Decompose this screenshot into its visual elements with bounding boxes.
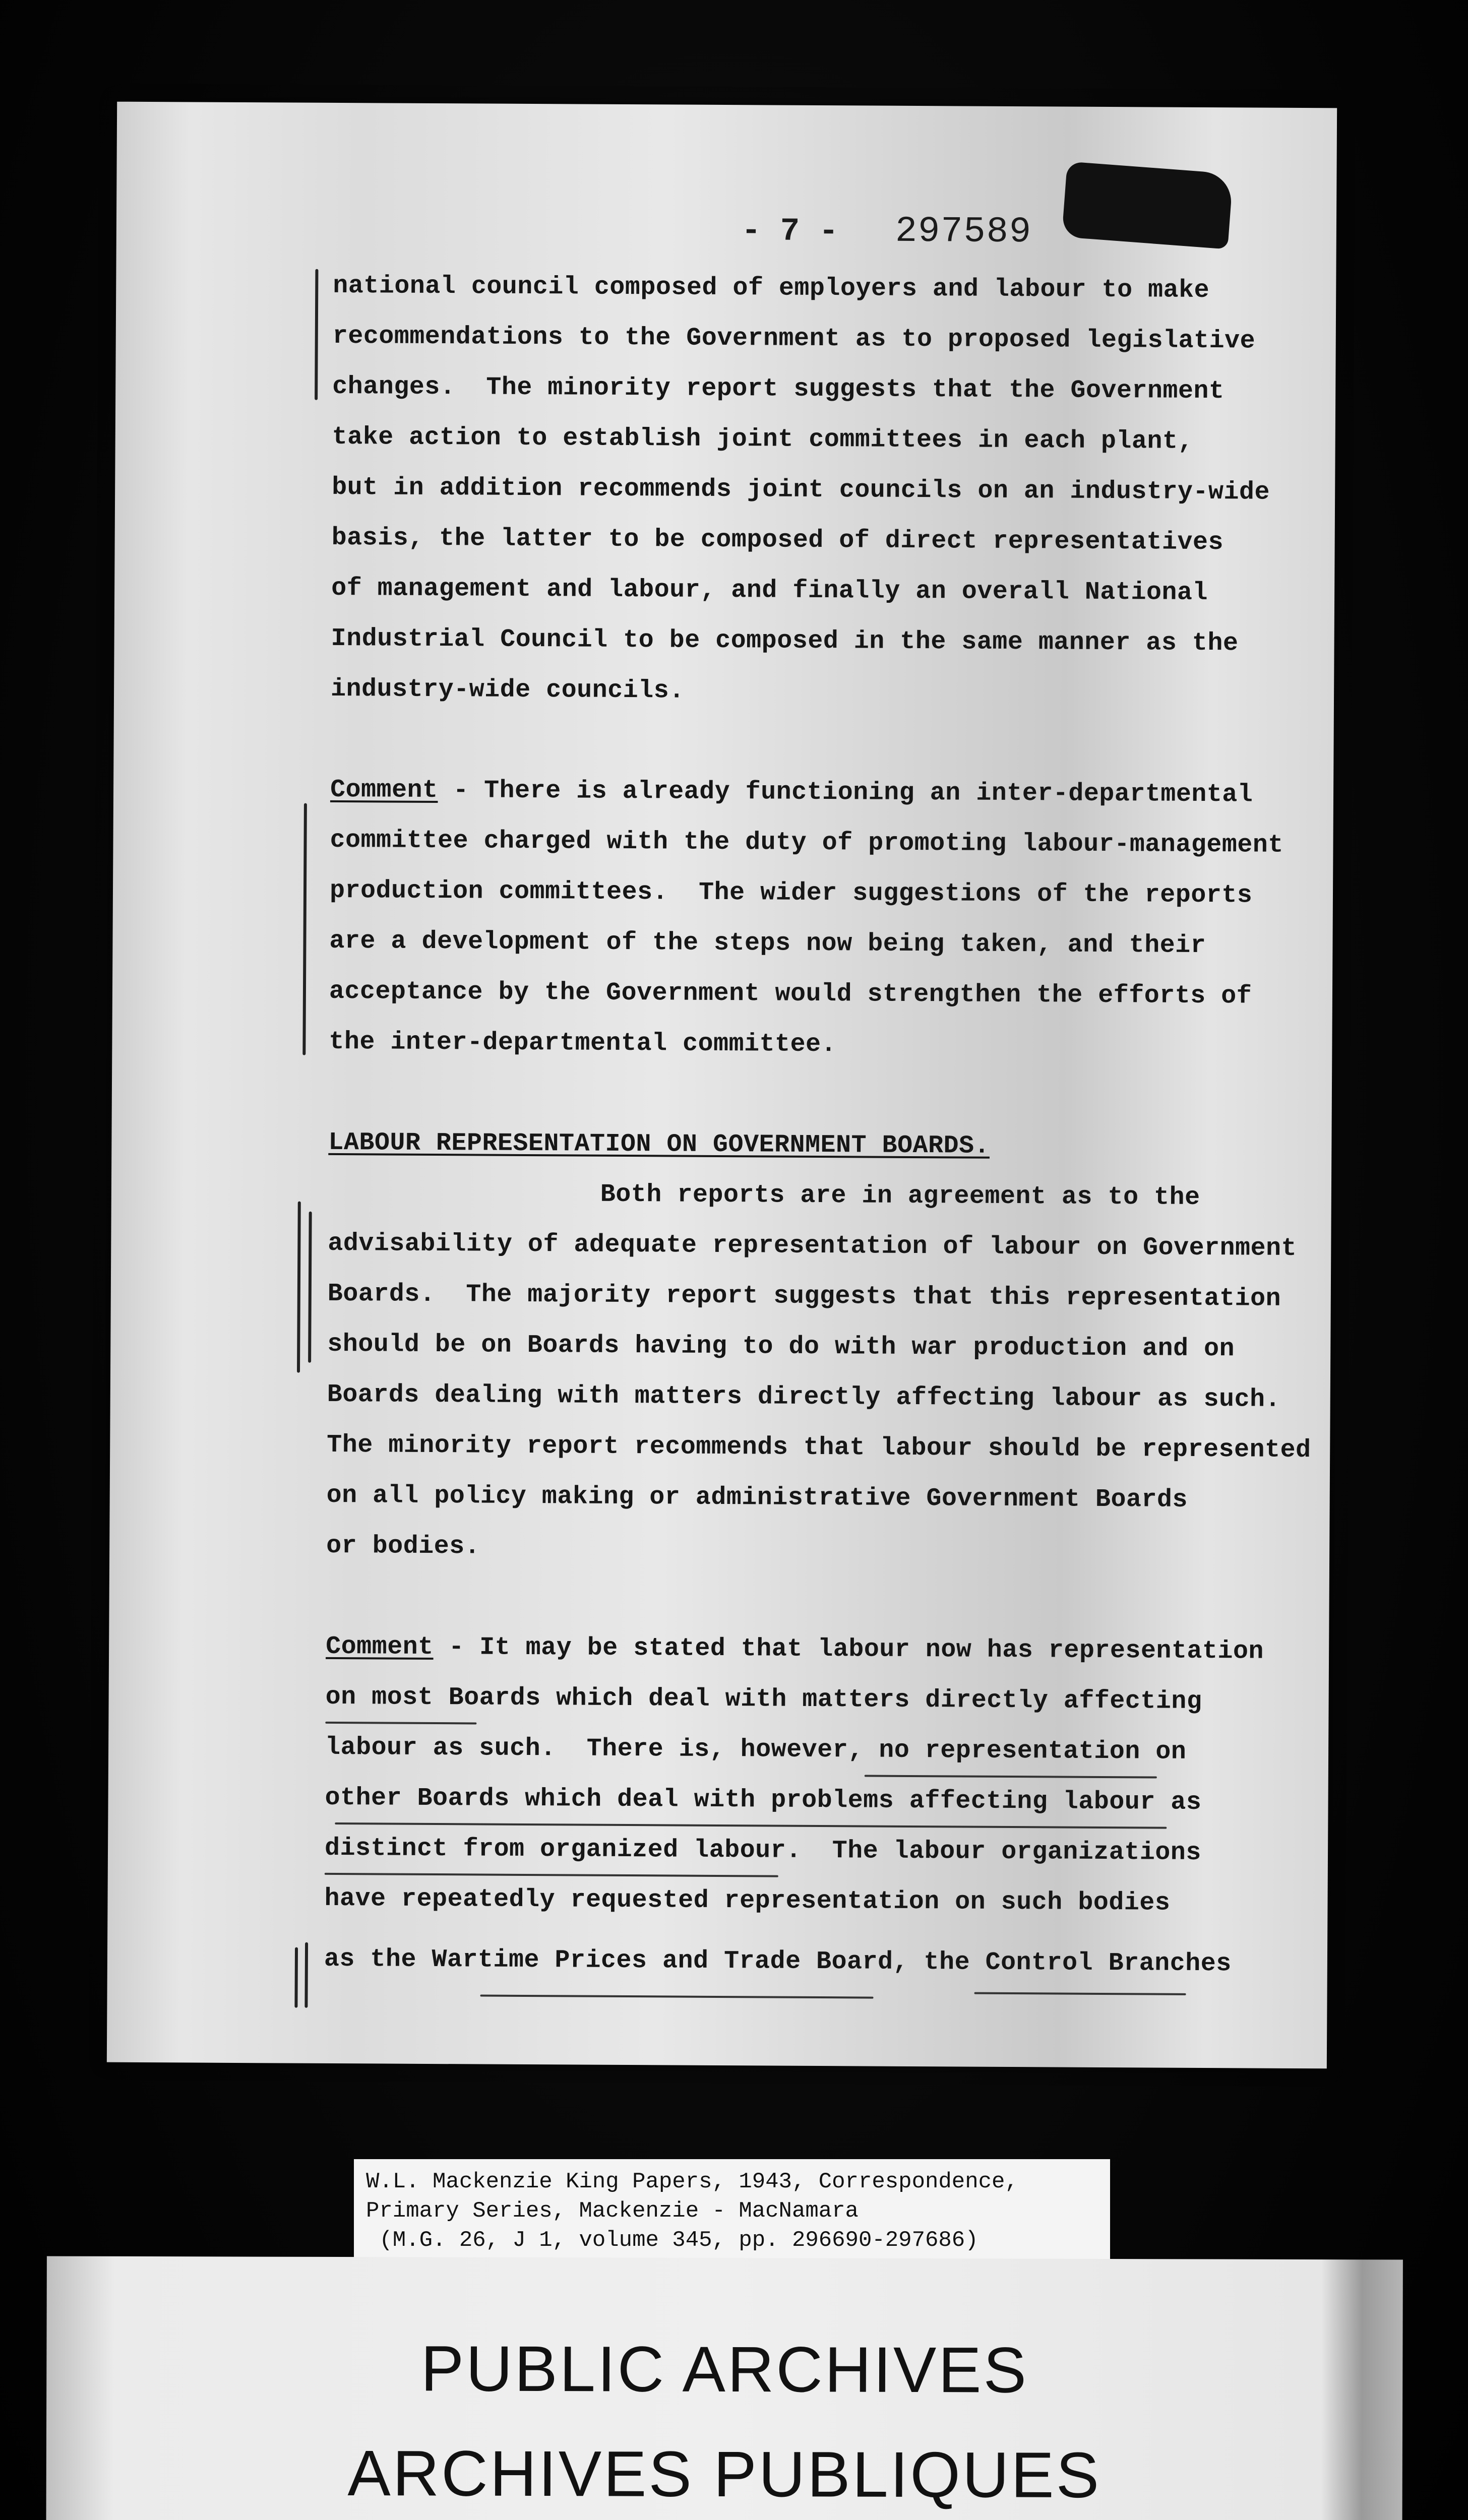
comment-line	[330, 776, 1253, 809]
margin-double-line-mark	[304, 1942, 308, 2008]
comment-line: distinct from organized labour. The labour organizations	[324, 1834, 1201, 1867]
comment-line: production committees. The wider suggestions of the reports	[329, 876, 1253, 910]
section-line: on all policy making or administrative Government Boards	[326, 1481, 1188, 1515]
section-heading: LABOUR REPRESENTATION ON GOVERNMENT BOARDS.	[328, 1128, 990, 1161]
citation-label	[354, 2159, 1110, 2260]
body-line: industry-wide councils.	[330, 674, 685, 706]
body-line: changes. The minority report suggests that the Government	[332, 372, 1225, 406]
handwritten-underline	[325, 1873, 778, 1877]
comment-text: - There is already functioning an inter-departmental	[438, 776, 1253, 809]
handwritten-underline	[974, 1992, 1186, 1995]
citation-line: W.L. Mackenzie King Papers, 1943, Correspondence,	[366, 2169, 1018, 2194]
comment-line: are a development of the steps now being taken, and their	[329, 926, 1206, 961]
section-line: Boards. The majority report suggests that this representation	[327, 1279, 1281, 1313]
section-line: or bodies.	[326, 1531, 480, 1561]
handwritten-underline	[865, 1775, 1157, 1778]
margin-double-line-mark	[297, 1202, 301, 1373]
body-line: national council composed of employers and labour to make	[333, 271, 1210, 305]
section-line: Boards dealing with matters directly affecting labour as such.	[327, 1380, 1281, 1414]
comment-line: the inter-departmental committee.	[329, 1027, 837, 1059]
handwritten-underline	[335, 1822, 1167, 1829]
section-line: should be on Boards having to do with war production and on	[327, 1330, 1235, 1364]
citation-line: (M.G. 26, J 1, volume 345, pp. 296690-297686)	[366, 2228, 978, 2253]
comment-line: have repeatedly requested representation on such bodies	[324, 1884, 1171, 1918]
body-line: recommendations to the Government as to proposed legislative	[332, 322, 1256, 356]
margin-bracket-mark	[302, 803, 307, 1055]
body-line: Industrial Council to be composed in the same manner as the	[331, 624, 1239, 658]
archives-stamp	[46, 2256, 1403, 2520]
body-line: but in addition recommends joint councils on an industry-wide	[332, 473, 1270, 507]
margin-double-line-mark	[308, 1212, 312, 1363]
body-line: basis, the latter to be composed of direct representatives	[331, 523, 1224, 557]
document-number: 297589	[895, 210, 1032, 253]
document-page	[107, 102, 1337, 2069]
comment-line	[326, 1632, 1264, 1666]
section-line: Both reports are in agreement as to the	[600, 1180, 1200, 1212]
comment-line: on most Boards which deal with matters directly affecting	[325, 1682, 1202, 1717]
section-line: advisability of adequate representation of labour on Government	[328, 1229, 1297, 1263]
citation-line: Primary Series, Mackenzie - MacNamara	[366, 2198, 859, 2224]
ink-smudge	[1062, 161, 1233, 249]
body-line: take action to establish joint committees in each plant,	[332, 422, 1194, 456]
page-number: - 7 -	[741, 213, 839, 250]
comment-line: committee charged with the duty of promoting labour-management	[330, 826, 1283, 860]
handwritten-underline	[325, 1722, 476, 1725]
margin-bracket-mark	[315, 269, 318, 400]
comment-line: other Boards which deal with problems affecting labour as	[325, 1783, 1202, 1817]
stamp-line-english: PUBLIC ARCHIVES	[420, 2333, 1029, 2407]
comment-line: labour as such. There is, however, no representation on	[325, 1733, 1187, 1767]
handwritten-underline	[480, 1995, 874, 1999]
comment-text: - It may be stated that labour now has representation	[433, 1633, 1264, 1666]
margin-double-line-mark	[294, 1947, 298, 2008]
comment-line: as the Wartime Prices and Trade Board, the Control Branches	[324, 1944, 1232, 1979]
comment-line: acceptance by the Government would strengthen the efforts of	[329, 977, 1252, 1011]
stamp-line-french: ARCHIVES PUBLIQUES	[347, 2437, 1102, 2511]
comment-label: Comment	[330, 775, 438, 805]
section-line: The minority report recommends that labour should be represented	[327, 1430, 1311, 1465]
comment-label: Comment	[326, 1632, 434, 1662]
body-line: of management and labour, and finally an overall National	[331, 574, 1208, 608]
